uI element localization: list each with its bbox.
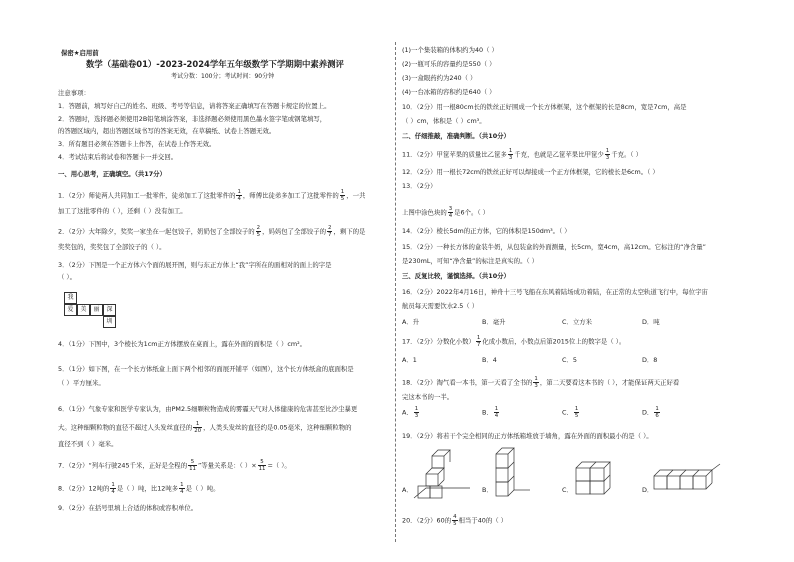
q17-option-a: A．1: [402, 356, 417, 364]
fraction: $\frac{1}{4}$: [237, 189, 241, 202]
section-2-heading: 二、仔细推敲，准确判断。（共10分）: [402, 132, 510, 140]
question-6-cont: 大。这种细颗粒物的直径不超过人头发丝直径的 $\frac{1}{20}$ ，人类头发丝的直径约是0.05毫米，这种细颗粒物的: [58, 421, 352, 434]
q19-option-c: C．: [562, 486, 573, 494]
q17-option-d: D．8: [642, 356, 658, 364]
q9-item-3: (3)一盒眼药约为240（ ）: [402, 74, 477, 82]
fraction: $\frac{1}{4}$: [180, 482, 184, 495]
question-10: 10．（2分）用一根80cm长的铁丝正好围成一个长方体框架，这个框架的长是8cm，宽是7cm，高是: [402, 103, 687, 111]
question-14: 14．（2分）棱长5dm的正方体，它的体积是150dm³。（ ）: [402, 227, 571, 235]
question-15-cont: 是230mL，可知“净含量”的标注是真实的。（ ）: [402, 257, 539, 265]
question-18-cont: 完这本书的一半。: [402, 393, 454, 401]
question-5-cont: （ ）平方厘米。: [58, 379, 105, 387]
question-10-cont: （ ）cm，体积是（ ）cm³。: [402, 117, 486, 125]
q19-figure-b: [492, 444, 532, 506]
section-1-heading: 一、用心思考，正确填空。（共17分）: [58, 170, 166, 178]
fraction: $\frac{1}{7}$: [476, 335, 481, 348]
fraction: $\frac{5}{11}$: [189, 459, 196, 472]
q16-option-c: C．立方米: [562, 318, 593, 326]
question-19: 19．（2分）将若干个完全相同的正方体纸箱堆放于墙角，露在外面的面积最小的是（ ）。: [402, 432, 653, 440]
question-5: 5．（1分）如下图，在一个长方体纸盒上面下两个相邻的面展开铺平（如图），这个长方体纸盒的底面积是: [58, 365, 354, 373]
note-2: 2．答题时，选择题必须使用2B铅笔填涂答案，非选择题必须使用黑色墨水签字笔或钢笔填写，: [58, 115, 327, 123]
question-8: 8．（2分）12吨的 $\frac{1}{4}$ 是（ ）吨，比12吨多 $\frac{1}{4}$ 是（ ）吨。: [58, 482, 220, 495]
question-2-cont: 奖奖包的，奖奖包了全部饺子的（ ）。: [58, 243, 166, 251]
question-17: 17．（2分）分数化小数） $\frac{1}{7}$ 化成小数后，小数点后第2015位上的数字是（ ）。: [402, 335, 626, 348]
fraction: $\frac{1}{3}$: [605, 148, 610, 161]
note-1: 1．答题前，填写好自己的姓名、班级、考号等信息，请将答案正确填写在答题卡规定的位置上。: [58, 102, 331, 110]
fraction: $\frac{1}{3}$: [414, 406, 419, 419]
q19-option-a: A．: [402, 486, 413, 494]
question-13-cont: 上图中涂色块的 $\frac{3}{4}$ 是6个。（ ）: [402, 206, 490, 219]
question-12: 12．（2分）用一根长72cm的铁丝正好可以焊接成一个正方体框架，它的棱长是6cm。（ ）: [402, 168, 659, 176]
question-9: 9．（2分）在括号里填上合适的体积或容积单位。: [58, 504, 198, 512]
q19-option-d: D．: [642, 486, 654, 494]
fraction: $\frac{1}{3}$: [534, 376, 538, 389]
net-cell: 爱: [64, 304, 77, 316]
column-divider: [395, 42, 396, 542]
q17-option-c: C．5: [562, 356, 577, 364]
secret-label: 保密★启用前: [61, 49, 99, 57]
question-1-cont: 加工了这批零件的（ ），还剩（ ）没有加工。: [58, 207, 187, 215]
q19-figure-c: [572, 450, 622, 500]
question-20: 20．（2分）60的 $\frac{4}{5}$ 相当于40的（ ）: [402, 514, 508, 527]
q17-option-b: B．4: [482, 356, 497, 364]
question-7: 7．（2分）“列车行驶245千米，正好是全程的 $\frac{5}{11}$ ”等量关系是：（ ）× $\frac{5}{11}$ =（ ）。: [58, 459, 291, 472]
note-3: 3．所有题目必须在答题卡上作答，在试卷上作答无效。: [58, 140, 216, 148]
fraction: $\frac{1}{4}$: [494, 406, 499, 419]
fraction: $\frac{1}{5}$: [574, 406, 579, 419]
fraction: $\frac{1}{3}$: [508, 148, 513, 161]
fraction: $\frac{5}{11}$: [258, 459, 266, 472]
q19-figure-a: [412, 448, 472, 503]
q19-option-b: B．: [482, 486, 493, 494]
question-6: 6．（1分）气象专家和医学专家认为，由PM2.5细颗粒物造成的雾霾天气对人体健康的危害甚至比沙尘暴更: [58, 405, 358, 413]
question-1: 1．（2分）师徒两人共同加工一批零件，徒弟加工了这批零件的 $\frac{1}{4}$ ，师傅比徒弟多加工了这批零件的 $\frac{1}{5}$ ，一共: [58, 189, 366, 202]
fraction: $\frac{4}{5}$: [453, 514, 457, 527]
question-3-cont: （ ）。: [58, 273, 77, 281]
net-cell: 美: [77, 304, 90, 316]
q9-item-2: (2)一瓶可乐的容量约是550（ ）: [402, 60, 496, 68]
section-3-heading: 三、反复比较，谨慎选择。（共10分）: [402, 272, 510, 280]
question-16-cont: 航员每天需要饮水2.5（ ）: [402, 302, 479, 310]
question-3: 3．（2分）下图是一个正方体六个面的展开图，则与东正方体上“我”字所在的面相对的面上的字是: [58, 261, 332, 269]
q18-option-a: A． $\frac{1}{3}$: [402, 406, 419, 419]
question-15: 15．（2分）一种长方体的盒装牛奶，从包装盒的外面测量，长5cm，宽4cm，高12cm。它标注的“净含量”: [402, 243, 706, 251]
exam-meta: 考试分数：100分；考试时间：90分钟: [171, 73, 275, 80]
q16-option-b: B．毫升: [482, 318, 506, 326]
fraction: $\frac{1}{6}$: [655, 406, 659, 419]
q18-option-b: B． $\frac{1}{4}$: [482, 406, 499, 419]
question-16: 16．（2分）2022年4月16日，神舟十三号飞船在东风着陆场成功着陆，在正常的太空轨道飞行中，每位宇宙: [402, 288, 708, 296]
page-title: 数学（基础卷01）-2023-2024学年五年级数学下学期期中素养测评: [86, 59, 344, 69]
net-cell: 丽: [90, 304, 103, 316]
cube-net-figure: [64, 292, 144, 332]
q16-option-a: A．升: [402, 318, 420, 326]
fraction: $\frac{3}{4}$: [448, 206, 453, 219]
note-2b: 的答题区域内，超出答题区域书写的答案无效，在草稿纸、试卷上答题无效。: [58, 127, 276, 135]
net-cell: 深: [103, 304, 116, 316]
q18-option-d: D． $\frac{1}{6}$: [642, 406, 659, 419]
question-2: 2．（2分）大年除夕，奖奖一家坐在一起包饺子，奶奶包了全部饺子的 $\frac{2}{5}$ ，妈妈包了全部饺子的 $\frac{2}{7}$ ，剩下的是: [58, 225, 366, 238]
notes-heading: 注意事项：: [58, 89, 90, 97]
net-cell: 我: [64, 292, 77, 304]
q9-item-1: (1)一个集装箱的体积约为40（ ）: [402, 46, 498, 54]
fraction: $\frac{2}{5}$: [256, 225, 261, 238]
note-4: 4．考试结束后将试卷和答题卡一并交回。: [58, 153, 178, 161]
question-11: 11．（2分）甲筐苹果的质量比乙筐多 $\frac{1}{3}$ 千克，也就是乙筐苹果比甲筐少 $\frac{1}{3}$ 千克。（ ）: [402, 148, 642, 161]
question-13: 13．（2分）: [402, 182, 437, 190]
question-6-end: 直径不到（ ）毫米。: [58, 440, 118, 448]
fraction: $\frac{1}{4}$: [111, 482, 115, 495]
fraction: $\frac{1}{5}$: [340, 189, 345, 202]
q18-option-c: C． $\frac{1}{5}$: [562, 406, 579, 419]
net-cell: 圳: [103, 316, 116, 328]
question-4: 4．（1分）下图中，3个棱长为1cm正方体摆放在桌面上，露在外面的面积是（ ）cm²。: [58, 340, 307, 348]
fraction: $\frac{1}{20}$: [194, 421, 202, 434]
question-18: 18．（2分）淘气看一本书，第一天看了全书的 $\frac{1}{3}$ ，第二天要看这本书的（ ），才能保证两天正好看: [402, 376, 680, 389]
q16-option-d: D．吨: [642, 318, 660, 326]
q9-item-4: (4)一台冰箱的容积约是640（ ）: [402, 88, 496, 96]
fraction: $\frac{2}{7}$: [328, 225, 332, 238]
q19-figure-d: [652, 462, 722, 498]
